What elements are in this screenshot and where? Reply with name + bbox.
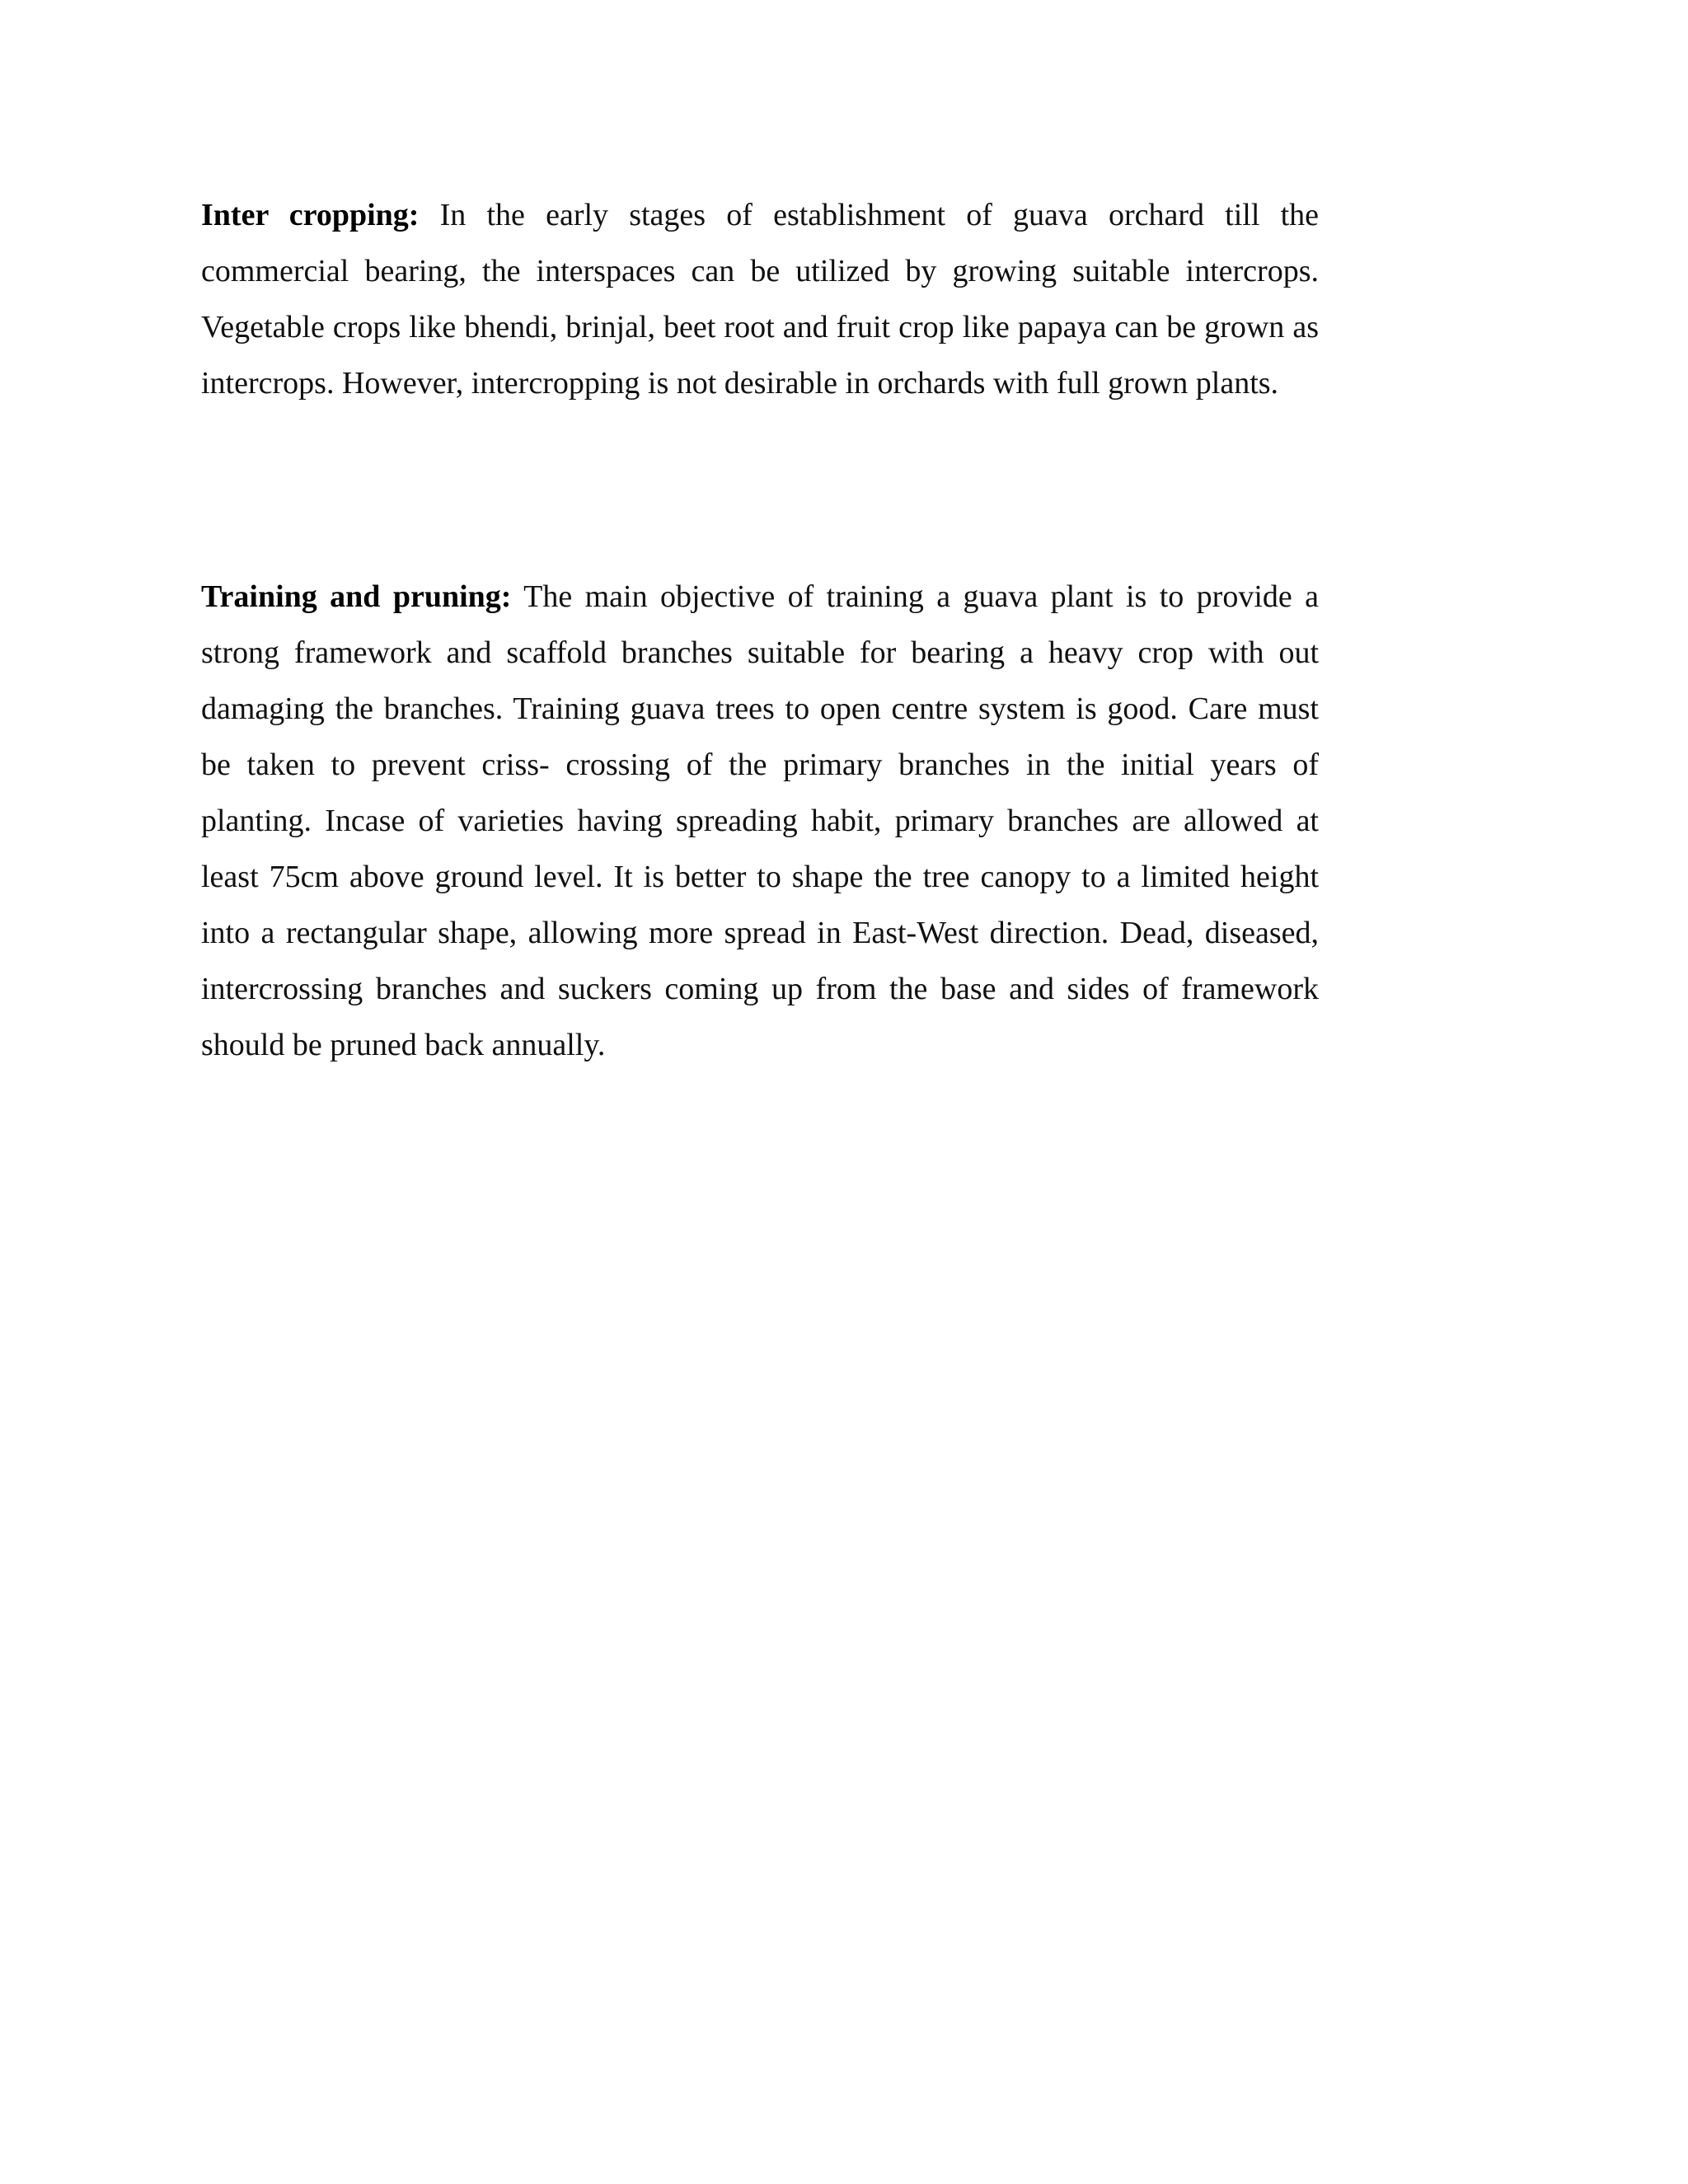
section-heading: Inter cropping:	[201, 198, 420, 232]
section-heading: Training and pruning:	[201, 579, 512, 614]
section-body: In the early stages of establishment of guava orchard till the commercial bearing, the interspaces can be utilized by growing suitable intercrops. Vegetable crops like bhendi, brinjal, beet root and fruit crop like papaya can be grown as intercrops. However, intercropping is not desirable in orchards with full grown plants.	[201, 198, 1320, 401]
section-training-and-pruning	[201, 569, 1319, 1073]
section-inter-cropping	[201, 187, 1319, 411]
section-body: The main objective of training a guava plant is to provide a strong framework and scaffold branches suitable for bearing a heavy crop with out damaging the branches. Training guava trees to open centre system is good. Care must be taken to prevent criss- crossing of the primary branches in the initial years of planting. Incase of varieties having spreading habit, primary branches are allowed at least 75cm above ground level. It is better to shape the tree canopy to a limited height into a rectangular shape, allowing more spread in East-West direction. Dead, diseased, intercrossing branches and suckers coming up from the base and sides of framework should be pruned back annually.	[201, 579, 1319, 1062]
